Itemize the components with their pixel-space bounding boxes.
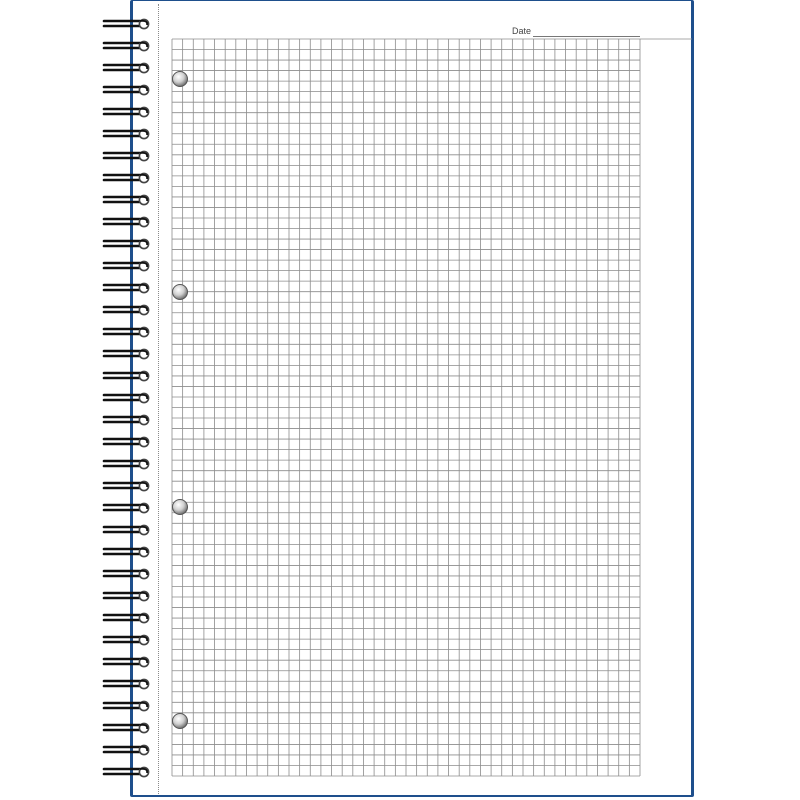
- spiral-ring-icon: [104, 613, 149, 622]
- spiral-ring-icon: [104, 635, 149, 644]
- spiral-ring-icon: [104, 305, 149, 314]
- spiral-ring-icon: [104, 393, 149, 402]
- spiral-ring-icon: [104, 767, 149, 776]
- spiral-ring-icon: [104, 195, 149, 204]
- spiral-ring-icon: [104, 547, 149, 556]
- date-label: Date: [512, 26, 532, 36]
- spiral-ring-icon: [104, 63, 149, 72]
- spiral-ring-icon: [104, 129, 149, 138]
- spiral-ring-icon: [104, 569, 149, 578]
- spiral-ring-icon: [104, 591, 149, 600]
- spiral-ring-icon: [104, 481, 149, 490]
- spiral-ring-icon: [104, 217, 149, 226]
- spiral-ring-icon: [104, 679, 149, 688]
- spiral-ring-icon: [104, 173, 149, 182]
- spiral-ring-icon: [104, 745, 149, 754]
- spiral-ring-icon: [104, 261, 149, 270]
- spiral-ring-icon: [104, 459, 149, 468]
- spiral-ring-icon: [104, 415, 149, 424]
- spiral-ring-icon: [104, 283, 149, 292]
- spiral-ring-icon: [104, 371, 149, 380]
- spiral-ring-icon: [104, 657, 149, 666]
- spiral-ring-icon: [104, 723, 149, 732]
- spiral-ring-icon: [104, 503, 149, 512]
- spiral-ring-icon: [104, 437, 149, 446]
- spiral-ring-icon: [104, 525, 149, 534]
- spiral-ring-icon: [104, 41, 149, 50]
- spiral-ring-icon: [104, 107, 149, 116]
- spiral-ring-icon: [104, 701, 149, 710]
- spiral-ring-icon: [104, 349, 149, 358]
- spiral-ring-icon: [104, 239, 149, 248]
- spiral-ring-icon: [104, 151, 149, 160]
- spiral-ring-icon: [104, 85, 149, 94]
- spiral-ring-icon: [104, 19, 149, 28]
- spiral-ring-icon: [104, 327, 149, 336]
